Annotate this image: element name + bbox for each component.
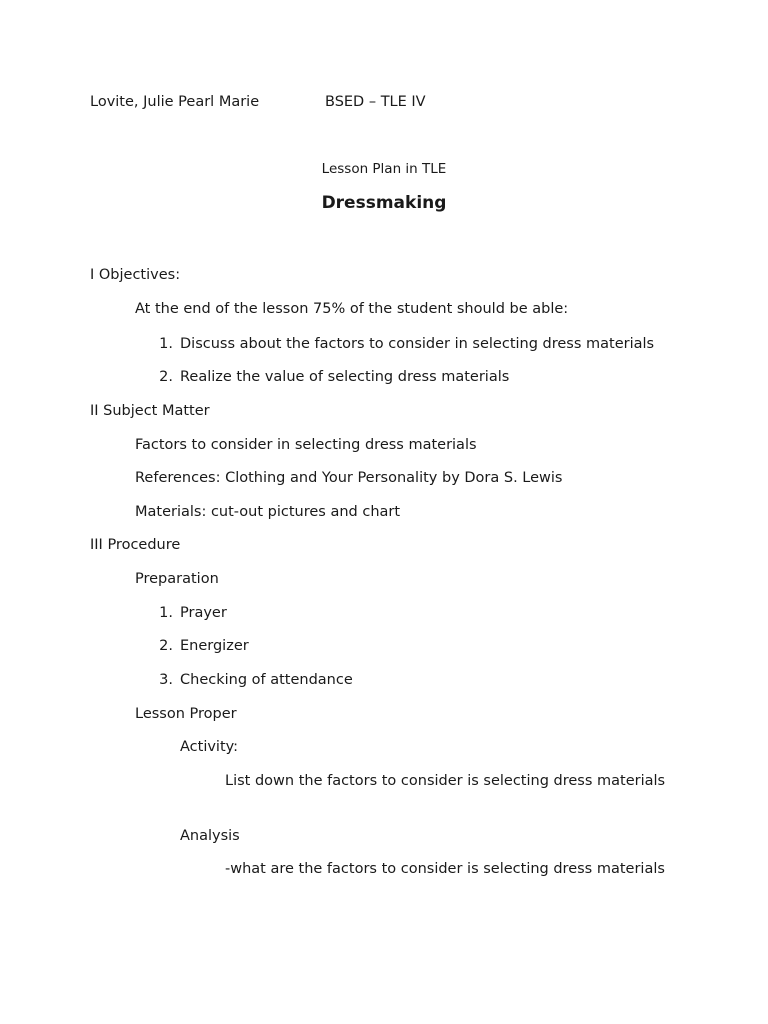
list-item-text: Prayer (180, 605, 227, 621)
list-number: 3. (159, 672, 173, 688)
analysis-heading: Analysis (180, 828, 240, 844)
lesson-plan-subtitle: Lesson Plan in TLE (321, 161, 447, 177)
activity-text: List down the factors to consider is selecting dress materials (225, 773, 666, 789)
list-number: 1. (159, 605, 173, 621)
subject-topic: Factors to consider in selecting dress materials (135, 437, 477, 453)
subject-matter-heading: II Subject Matter (90, 403, 210, 419)
author-name: Lovite, Julie Pearl Marie (90, 94, 260, 110)
objectives-intro: At the end of the lesson 75% of the student should be able: (135, 301, 569, 317)
list-number: 1. (159, 336, 173, 352)
subject-materials: Materials: cut-out pictures and chart (135, 504, 401, 520)
list-number: 2. (159, 638, 173, 654)
list-number: 2. (159, 369, 173, 385)
list-item-text: Checking of attendance (180, 672, 353, 688)
list-item-text: Discuss about the factors to consider in selecting dress materials (180, 336, 655, 352)
page-title: Dressmaking (321, 193, 447, 213)
analysis-text: -what are the factors to consider is selecting dress materials (225, 861, 665, 877)
procedure-heading: III Procedure (90, 537, 181, 553)
list-item-text: Energizer (180, 638, 249, 654)
list-item-text: Realize the value of selecting dress materials (180, 369, 510, 385)
activity-heading: Activity: (180, 739, 239, 755)
objectives-heading: I Objectives: (90, 267, 181, 283)
subject-references: References: Clothing and Your Personality by Dora S. Lewis (135, 470, 563, 486)
preparation-heading: Preparation (135, 571, 219, 587)
lesson-proper-heading: Lesson Proper (135, 706, 237, 722)
course-label: BSED – TLE IV (325, 94, 426, 110)
